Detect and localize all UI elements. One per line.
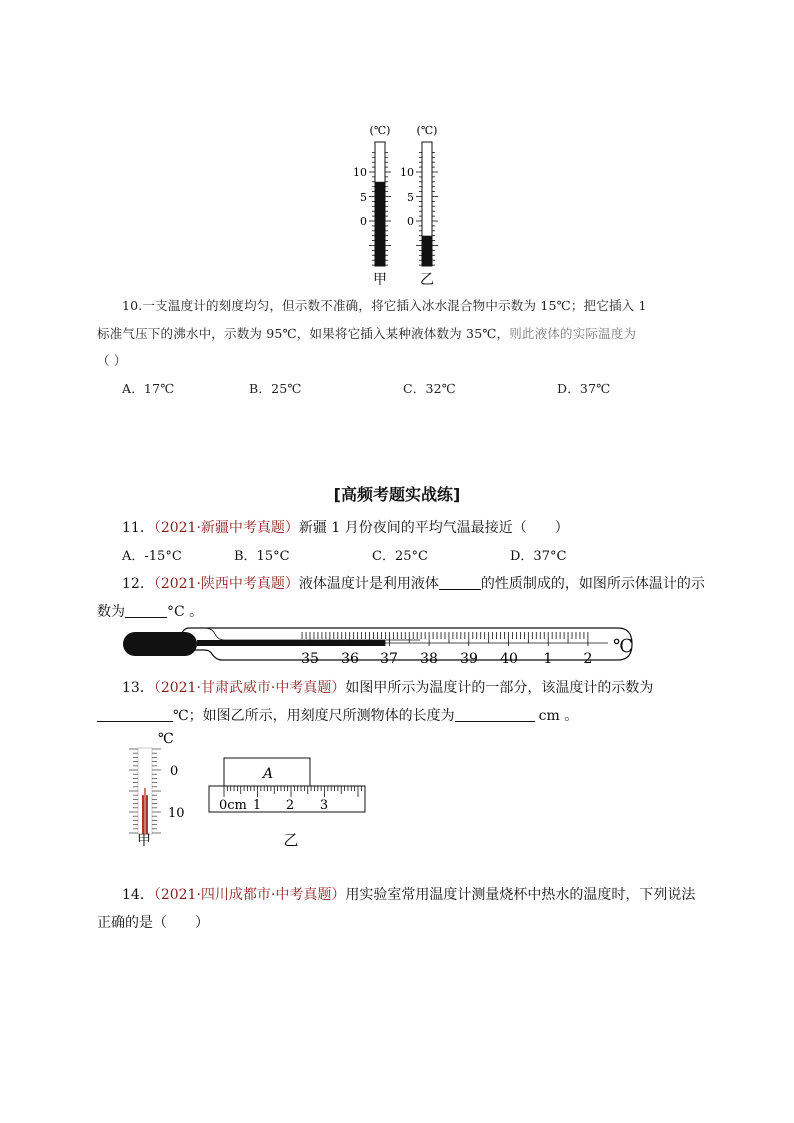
clinical-thermometer-label: 37 (380, 651, 398, 667)
question-12-number: 12． (122, 576, 154, 592)
thermometer-yi-tick-label: 0 (407, 215, 414, 228)
fig-yi-ruler (206, 756, 368, 852)
clinical-thermometer-liquid (197, 640, 385, 646)
thermometer-jia-tube (375, 142, 385, 266)
thermometer-yi-unit: (℃) (416, 124, 438, 137)
answer-blank[interactable] (97, 707, 173, 722)
thermometer-jia-tick-label: 0 (360, 215, 367, 228)
question-13-text: ℃；如图乙所示，用刻度尺所测物体的长度为 (173, 708, 455, 724)
question-13-text: 如图甲所示为温度计的一部分，该温度计的示数为 (345, 680, 654, 696)
clinical-thermometer-figure (120, 622, 635, 668)
question-12-text: °C 。 (167, 604, 204, 620)
thermometer-jia-label: 甲 (373, 272, 387, 288)
question-14-text: 用实验室常用温度计测量烧杯中热水的温度时，下列说法 (345, 887, 696, 903)
fig-jia-tick-label: 10 (168, 806, 185, 821)
answer-blank[interactable] (125, 603, 167, 618)
question-12-line-1 (122, 573, 705, 593)
question-12-text: 液体温度计是利用液体 (298, 576, 439, 592)
question-11-option-d[interactable]: D．37°C (510, 549, 567, 564)
fig-jia-label: 甲 (137, 833, 151, 849)
thermometer-jia-tick-label: 5 (360, 191, 367, 204)
question-13-text: cm 。 (538, 708, 579, 724)
clinical-thermometer-label: 35 (301, 651, 319, 667)
question-10-line-1 (122, 296, 647, 314)
question-13-number: 13． (122, 680, 154, 696)
question-14-source: （2021·四川成都市·中考真题） (153, 887, 346, 903)
two-thermometers-figure (350, 118, 450, 290)
fig-yi-block-label: A (262, 766, 274, 782)
question-14-number: 14． (122, 887, 154, 903)
question-10-line-3 (97, 351, 127, 369)
question-10-option-d[interactable]: D．37℃ (557, 381, 611, 396)
fig-yi-ruler-label: 3 (319, 798, 329, 813)
question-10-text: 10.一支温度计的刻度均匀，但示数不准确，将它插入冰水混合物中示数为 15℃；把它插入 1 (122, 298, 647, 313)
thermometer-jia-tick-label: 10 (353, 166, 367, 179)
question-12-line-2 (97, 601, 203, 621)
question-14-line-2 (97, 912, 209, 932)
question-10-option-a[interactable]: A．17℃ (122, 381, 175, 396)
question-14-text: 正确的是（ ） (97, 915, 209, 931)
question-10-option-b[interactable]: B．25℃ (249, 381, 302, 396)
fig-jia-thermometer (118, 728, 194, 852)
section-title: [高频考题实战练] (333, 485, 461, 504)
question-12-text: 的性质制成的，如图所示体温计的示 (480, 576, 705, 592)
question-13-source: （2021·甘肃武威市·中考真题） (153, 680, 346, 696)
question-11-text: 新疆 1 月份夜间的平均气温最接近（ ） (298, 520, 569, 536)
fig-jia-tick-label: 0 (170, 764, 179, 779)
question-10-text-gray: 则此液体的实际温度为 (509, 326, 637, 341)
question-11-option-c[interactable]: C．25°C (372, 549, 428, 564)
question-13-line-2 (97, 705, 578, 725)
clinical-thermometer-label: 36 (341, 651, 359, 667)
thermometer-jia-unit: (℃) (369, 124, 391, 137)
question-11 (122, 517, 569, 537)
question-12-source: （2021·陕西中考真题） (153, 576, 299, 592)
question-13-line-1 (122, 677, 653, 697)
clinical-thermometer-bulb (123, 632, 197, 656)
clinical-thermometer-label: 39 (460, 651, 478, 667)
thermometer-yi-tick-label: 10 (400, 166, 414, 179)
question-10-line-2 (97, 324, 636, 342)
fig-yi-label: 乙 (283, 831, 299, 849)
answer-blank[interactable] (455, 707, 535, 722)
fig-yi-ruler-label: 1 (252, 798, 262, 813)
thermometer-yi-tube (422, 142, 432, 266)
clinical-thermometer-unit: ℃ (613, 636, 634, 657)
question-11-option-b[interactable]: B．15°C (234, 549, 290, 564)
question-14-line-1 (122, 884, 695, 904)
question-10-option-c[interactable]: C．32℃ (403, 381, 456, 396)
thermometer-jia-liquid (375, 182, 385, 266)
clinical-thermometer-label: 40 (500, 651, 518, 667)
question-10-text: 标准气压下的沸水中，示数为 95℃，如果将它插入某种液体数为 35℃， (97, 326, 510, 341)
thermometer-yi-tick-label: 5 (407, 191, 414, 204)
clinical-thermometer-label: 2 (583, 651, 593, 667)
fig-jia-unit: ℃ (158, 731, 174, 747)
question-11-option-a[interactable]: A．-15°C (122, 549, 182, 564)
question-11-number: 11． (122, 520, 154, 536)
thermometer-yi-liquid (422, 236, 432, 266)
fig-yi-ruler-label: 2 (285, 798, 295, 813)
question-12-text: 数为 (97, 604, 125, 620)
fig-yi-ruler-label: 0cm (219, 798, 247, 813)
clinical-thermometer-label: 1 (543, 651, 553, 667)
question-10-bracket: （ ） (97, 353, 127, 368)
answer-blank[interactable] (439, 575, 481, 590)
question-11-source: （2021·新疆中考真题） (153, 520, 299, 536)
clinical-thermometer-label: 38 (420, 651, 438, 667)
thermometer-yi-label: 乙 (420, 272, 434, 288)
